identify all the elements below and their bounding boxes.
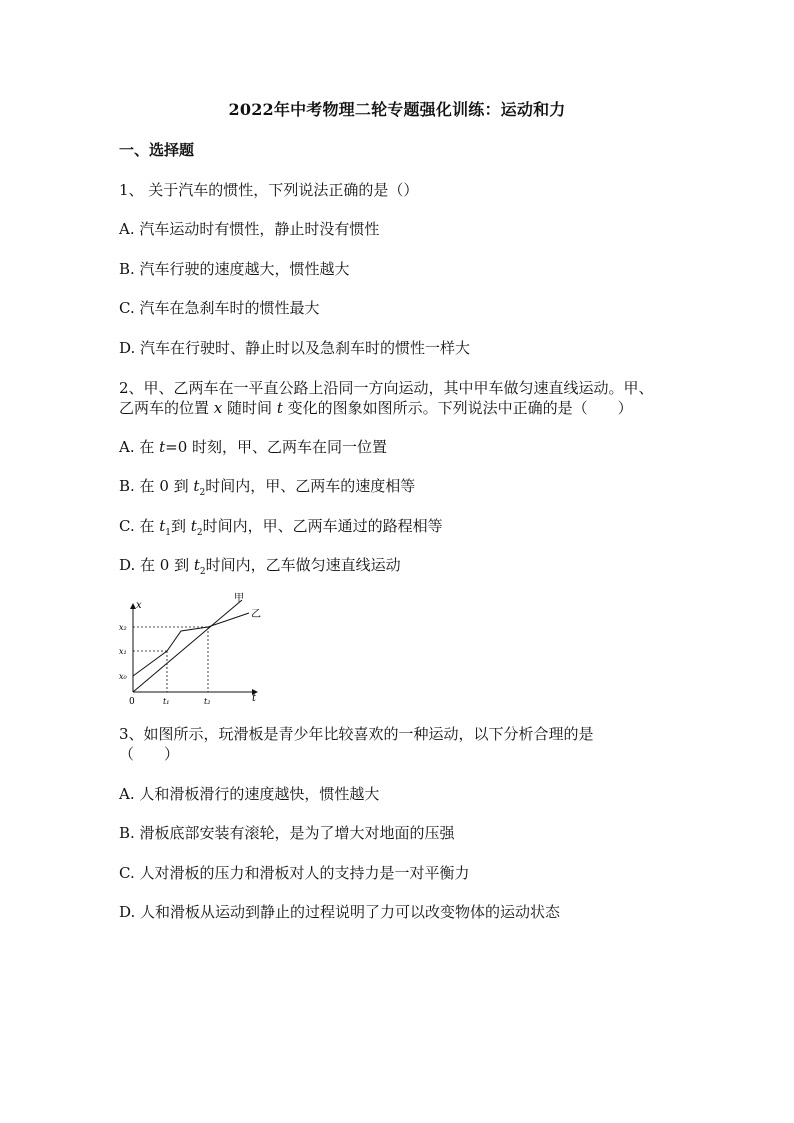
q2-option-c-text: 时间内，甲、乙两车通过的路程相等	[202, 517, 443, 535]
section-heading: 一、选择题	[119, 141, 195, 159]
q2-option-b-var: t	[193, 477, 200, 495]
q2-option-a	[119, 437, 387, 457]
q2-stem-line1: 2、甲、乙两车在一平直公路上沿同一方向运动，其中甲车做匀速直线运动。甲、	[119, 379, 654, 397]
q2-stem-var-x: x	[213, 399, 223, 417]
q1-stem: 1、 关于汽车的惯性，下列说法正确的是（）	[119, 181, 419, 199]
q2-stem-line2	[119, 398, 633, 418]
q2-option-c-sub2: 2	[196, 528, 203, 538]
q3-stem-line2: （ ）	[119, 745, 180, 763]
q3-option-c: C. 人对滑板的压力和滑板对人的支持力是一对平衡力	[119, 864, 470, 882]
q2-option-b-sub: 2	[199, 488, 206, 498]
q1-option-d: D. 汽车在行驶时、静止时以及急刹车时的惯性一样大	[119, 339, 471, 357]
position-time-graph	[116, 590, 266, 708]
q2-stem-text-b: 随时间	[227, 399, 273, 417]
q2-stem-var-t: t	[276, 399, 283, 417]
q2-stem-text-c: 变化的图象如图所示。下列说法中正确的是（ ）	[287, 399, 633, 417]
q2-option-a-prefix: A. 在	[119, 438, 160, 456]
origin-label: 0	[129, 697, 135, 707]
q2-option-c-var2: t	[190, 517, 197, 535]
yi-line	[133, 613, 249, 676]
q2-stem-text-a: 乙两车的位置	[119, 399, 210, 417]
q3-option-d: D. 人和滑板从运动到静止的过程说明了力可以改变物体的运动状态	[119, 903, 561, 921]
x1-label: x₁	[119, 647, 127, 656]
q2-option-c-var1: t	[159, 517, 166, 535]
q2-option-c	[119, 516, 443, 543]
q1-option-a: A. 汽车运动时有惯性，静止时没有惯性	[119, 220, 380, 238]
q2-option-d-sub: 2	[199, 567, 206, 577]
t2-label: t₂	[204, 697, 211, 706]
q2-option-d-prefix: D. 在 0 到	[119, 556, 194, 574]
q2-option-d	[119, 555, 401, 582]
jia-line	[133, 600, 242, 692]
x0-label: x₀	[119, 672, 127, 681]
t1-label: t₁	[163, 697, 170, 706]
q2-option-a-text: =0 时刻，甲、乙两车在同一位置	[165, 438, 388, 456]
q2-option-a-var: t	[159, 438, 166, 456]
q3-option-b: B. 滑板底部安装有滚轮，是为了增大对地面的压强	[119, 824, 455, 842]
q2-option-b	[119, 476, 415, 503]
x-axis-label: x	[136, 600, 142, 611]
q1-option-c: C. 汽车在急刹车时的惯性最大	[119, 299, 320, 317]
page-title: 2022年中考物理二轮专题强化训练：运动和力	[228, 100, 566, 119]
t-axis-label: t	[252, 693, 257, 704]
q1-option-b: B. 汽车行驶的速度越大，惯性越大	[119, 260, 350, 278]
q2-option-d-text: 时间内，乙车做匀速直线运动	[205, 556, 401, 574]
q2-option-c-prefix: C. 在	[119, 517, 160, 535]
q3-stem-line1: 3、如图所示，玩滑板是青少年比较喜欢的一种运动，以下分析合理的是	[119, 725, 594, 743]
q3-option-a: A. 人和滑板滑行的速度越快，惯性越大	[119, 785, 380, 803]
q2-option-b-text: 时间内，甲、乙两车的速度相等	[205, 477, 416, 495]
jia-label: 甲	[234, 593, 244, 604]
q2-option-c-mid: 到	[171, 517, 191, 535]
x2-label: x₂	[119, 623, 127, 632]
yi-label: 乙	[251, 609, 261, 620]
q2-option-c-sub1: 1	[165, 528, 172, 538]
q2-option-d-var: t	[193, 556, 200, 574]
q2-option-b-prefix: B. 在 0 到	[119, 477, 194, 495]
